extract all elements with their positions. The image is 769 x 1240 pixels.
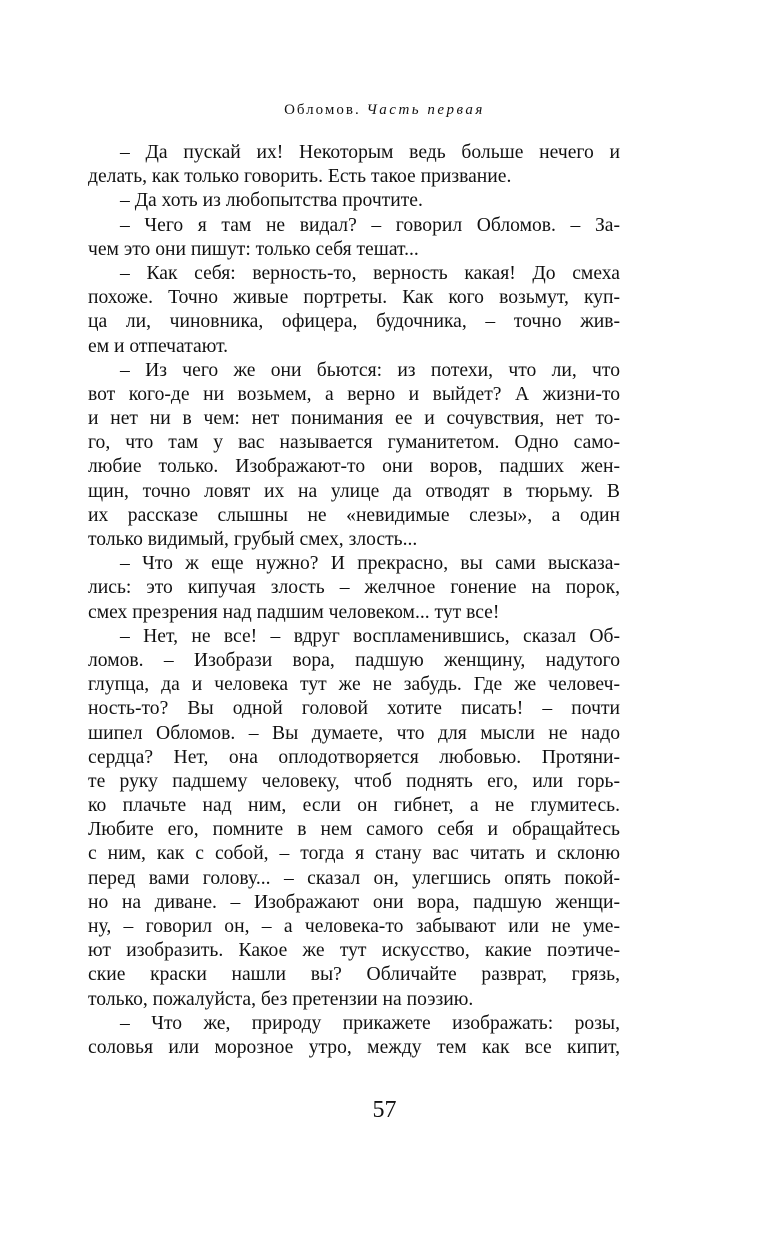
text-line: любие только. Изображают-то они воров, падших жен- — [88, 456, 620, 478]
text-line: те руку падшему человеку, чтоб поднять его, или горь- — [88, 770, 620, 792]
text-line: ность-то? Вы одной головой хотите писать! – почти — [88, 698, 620, 720]
text-line: смех презрения над падшим человеком... тут все! — [88, 601, 500, 623]
text-line: вот кого-де ни возьмем, а верно и выйдет? А жизни-то — [88, 383, 620, 405]
text-line: чем это они пишут: только себя тешат... — [88, 238, 419, 260]
text-line: – Как себя: верность-то, верность какая! До смеха — [120, 262, 620, 284]
text-line: ну, – говорил он, – а человека-то забывают или не уме- — [88, 916, 620, 937]
text-line: ские краски нашли вы? Обличайте разврат, грязь, — [88, 964, 620, 986]
text-line: ем и отпечатают. — [88, 335, 229, 357]
text-line: но на диване. – Изображают они вора, падшую женщи- — [88, 891, 620, 913]
text-line: – Да хоть из любопытства прочтите. — [120, 190, 423, 212]
text-line: щин, точно ловят их на улице да отводят в тюрьму. В — [88, 480, 620, 502]
text-line: – Из чего же они бьются: из потехи, что ли, что — [120, 359, 620, 381]
text-line: ца ли, чиновника, офицера, будочника, – точно жив- — [88, 311, 620, 333]
running-head-title: Обломов. — [284, 102, 361, 118]
running-head — [0, 100, 769, 120]
text-line: похоже. Точно живые портреты. Как кого возьмут, куп- — [88, 287, 620, 309]
text-line: ко плачьте над ним, если он гибнет, а не глумитесь. — [88, 795, 620, 817]
paragraph — [88, 1012, 620, 1060]
page-number: 57 — [372, 1097, 397, 1123]
text-line: – Нет, не все! – вдруг воспламенившись, сказал Об- — [120, 625, 620, 647]
text-line: только видимый, грубый смех, злость... — [88, 529, 418, 550]
text-line: и нет ни в чем: нет понимания ее и сочувствия, нет то- — [88, 408, 620, 430]
text-line: го, что там у вас называется гуманитетом. Одно само- — [88, 432, 620, 454]
text-line: делать, как только говорить. Есть такое призвание. — [88, 166, 512, 188]
text-line: – Чего я там не видал? – говорил Обломов. – За- — [120, 214, 620, 236]
text-line: с ним, как с собой, – тогда я стану вас читать и склоню — [88, 843, 620, 865]
paragraph — [88, 552, 620, 625]
text-line: ют изобразить. Какое же тут искусство, какие поэтиче- — [88, 940, 620, 962]
paragraph — [88, 189, 620, 213]
text-line: – Что же, природу прикажете изображать: розы, — [120, 1012, 620, 1034]
text-line: глупца, да и человека тут же не забудь. Где же человеч- — [88, 674, 620, 696]
text-line: шипел Обломов. – Вы думаете, что для мысли не надо — [88, 722, 620, 744]
paragraph — [88, 214, 620, 262]
text-line: соловья или морозное утро, между тем как все кипит, — [88, 1036, 620, 1058]
text-line: – Да пускай их! Некоторым ведь больше нечего и — [120, 142, 620, 163]
text-line: лись: это кипучая злость – желчное гонение на порок, — [88, 577, 620, 599]
text-line: Любите его, помните в нем самого себя и обращайтесь — [88, 819, 620, 841]
paragraph — [88, 625, 620, 1012]
paragraph — [88, 262, 620, 359]
text-line: только, пожалуйста, без претензии на поэзию. — [88, 988, 474, 1010]
text-line: – Что ж еще нужно? И прекрасно, вы сами высказа- — [120, 553, 620, 575]
text-line: перед вами голову... – сказал он, улегшись опять покой- — [88, 867, 620, 889]
body-text — [88, 141, 620, 1060]
paragraph — [88, 141, 620, 189]
paragraph — [88, 359, 620, 553]
text-line: сердца? Нет, она оплодотворяется любовью. Протяни- — [88, 746, 620, 768]
running-head-part: Часть первая — [366, 102, 485, 118]
text-line: ломов. – Изобрази вора, падшую женщину, надутого — [88, 649, 620, 671]
text-line: их рассказе слышны не «невидимые слезы», а один — [88, 504, 620, 526]
